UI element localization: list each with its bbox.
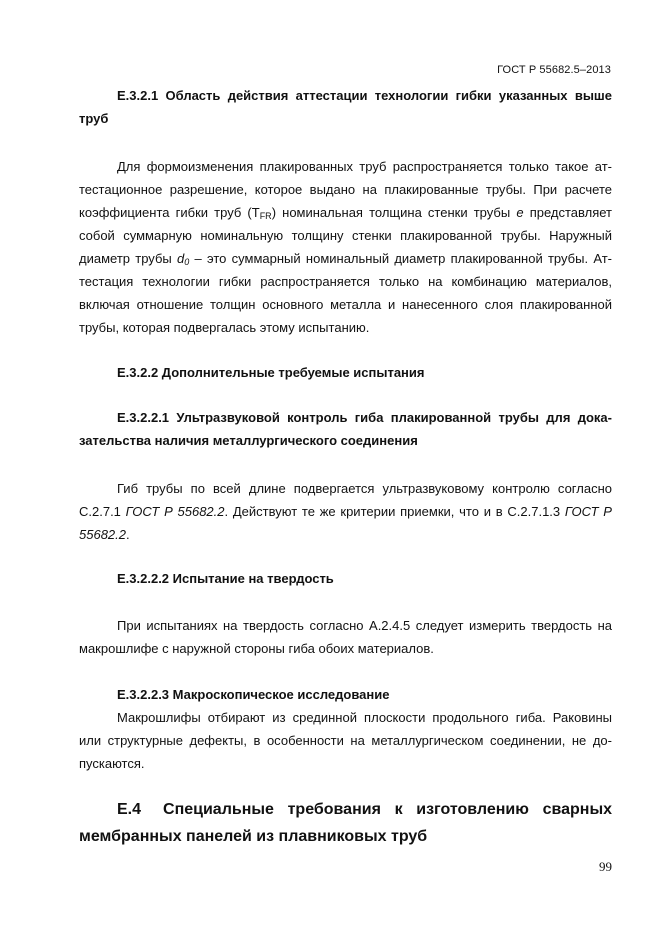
paragraph-text: Гиб трубы по всей длине подвергается ультразвуковому контролю согласно С.2.7.1 (79, 481, 612, 519)
variable-d: d (177, 251, 185, 266)
standard-reference: ГОСТ Р 55682.2 (79, 504, 612, 542)
section-number: Е.4 (117, 801, 142, 818)
subscript-fr: FR (259, 211, 272, 221)
paragraph-macro: Макрошлифы отбирают из срединной плоскости продольного гиба. Раковины или структурные дефекты, в особенности на металлургическом соединении, не допускаются. (79, 710, 612, 771)
section-title: Специальные требования к изготовлению сварных мембранных панелей из плавниковых труб (79, 801, 612, 845)
heading-e321: Е.3.2.1 Область действия аттестации технологии гибки указанных выше труб (79, 88, 612, 126)
subscript-0: 0 (184, 257, 190, 267)
paragraph-text: ) номинальная толщина стенки трубы (271, 205, 517, 220)
paragraph-text: . Действуют те же критерии приемки, что и в С.2.7.1.3 (224, 504, 565, 519)
variable-e: e (516, 205, 524, 220)
section-heading-e4 (79, 796, 612, 850)
heading-e3223: Е.3.2.2.3 Макроскопическое исследование (117, 687, 390, 702)
heading-e3222: Е.3.2.2.2 Испытание на твердость (117, 571, 334, 586)
paragraph-text: . (126, 527, 130, 542)
standard-reference: ГОСТ Р 55682.2 (125, 504, 225, 519)
page-number: 99 (599, 859, 612, 874)
paragraph-tube-forming (79, 155, 612, 339)
paragraph-text: Для формоизменения плакированных труб распространяется только такое аттестационное разрешение, которое выдано на плакированные трубы. При расчете коэффициента гибки труб (T (79, 159, 612, 220)
paragraph-ultrasonic (79, 477, 612, 546)
paragraph-hardness: При испытаниях на твердость согласно А.2.4.5 следует измерить твердость на макрошлифе с наружной стороны гиба обоих материалов. (79, 618, 612, 656)
document-header-id: ГОСТ Р 55682.5–2013 (497, 64, 611, 76)
paragraph-text: представляет собой суммарную номинальную толщину стенки плакированной трубы. Наружный диаметр трубы (79, 205, 613, 266)
heading-e322: Е.3.2.2 Дополнительные требуемые испытания (117, 365, 425, 380)
heading-e3221: Е.3.2.2.1 Ультразвуковой контроль гиба плакированной трубы для доказательства наличия металлургического соединения (79, 410, 612, 448)
paragraph-text: – это суммарный номинальный диаметр плакированной трубы. Аттестация технологии гибки распространяется только на комбинацию материалов, включая отношение толщин основного металла и нанесенного слоя плакированной трубы, которая подвергалась этому испытанию. (79, 251, 613, 335)
